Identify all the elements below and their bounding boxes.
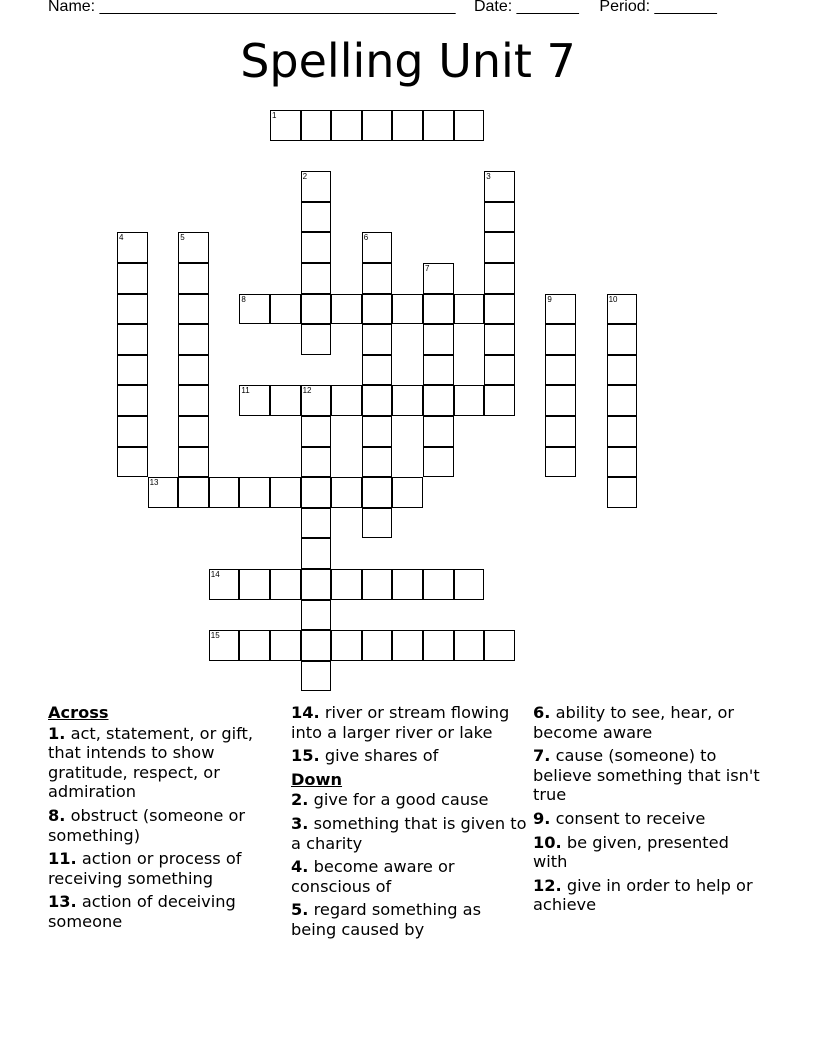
period-field[interactable]: Period: _______ <box>599 0 717 15</box>
grid-cell[interactable] <box>117 385 148 416</box>
grid-cell[interactable] <box>331 630 362 661</box>
clue-number: 1 <box>272 111 277 120</box>
grid-cell[interactable] <box>545 447 576 478</box>
clue-down-3: 3. something that is given to a charity <box>291 813 527 853</box>
clue-number: 12 <box>302 386 312 396</box>
clue-down-5: 5. regard something as being caused by <box>291 900 482 939</box>
clue-number: 10 <box>608 294 618 304</box>
grid-cell[interactable] <box>362 324 393 355</box>
grid-cell[interactable] <box>301 477 332 508</box>
grid-cell[interactable] <box>301 263 332 294</box>
grid-cell[interactable] <box>270 477 301 508</box>
grid-cell[interactable] <box>545 294 576 325</box>
grid-cell[interactable] <box>331 569 362 600</box>
grid-cell[interactable] <box>178 447 209 478</box>
grid-cell[interactable] <box>178 355 209 386</box>
grid-cell[interactable] <box>454 294 485 325</box>
grid-cell[interactable] <box>423 355 454 386</box>
grid-cell[interactable] <box>178 294 209 325</box>
clue-down-9: 9. consent to receive <box>533 808 706 828</box>
clue-across-13: 13. action of deceiving someone <box>48 892 236 931</box>
clue-down-4: 4. become aware or conscious of <box>291 857 455 896</box>
grid-cell[interactable] <box>117 324 148 355</box>
grid-cell[interactable] <box>301 630 332 661</box>
grid-cell[interactable] <box>607 324 638 355</box>
clue-down-7: 7. cause (someone) to believe something that isn't true <box>533 746 760 805</box>
grid-cell[interactable] <box>239 569 270 600</box>
grid-cell[interactable] <box>454 569 485 600</box>
clue-number: 2 <box>302 172 308 182</box>
grid-cell[interactable] <box>454 110 485 141</box>
clue-number: 9 <box>547 294 552 304</box>
grid-cell[interactable] <box>484 385 515 416</box>
clue-down-12: 12. give in order to help or achieve <box>533 875 753 915</box>
grid-cell[interactable] <box>362 110 393 141</box>
grid-cell[interactable] <box>362 263 393 294</box>
grid-cell[interactable] <box>423 110 454 141</box>
grid-cell[interactable] <box>301 324 332 355</box>
grid-cell[interactable] <box>301 447 332 478</box>
grid-cell[interactable] <box>392 569 423 600</box>
clue-down-6: 6. ability to see, hear, or become aware <box>533 703 735 742</box>
grid-cell[interactable] <box>484 355 515 386</box>
grid-cell[interactable] <box>148 477 179 508</box>
grid-cell[interactable] <box>423 569 454 600</box>
grid-cell[interactable] <box>423 263 454 294</box>
grid-cell[interactable] <box>362 416 393 447</box>
grid-cell[interactable] <box>362 447 393 478</box>
grid-cell[interactable] <box>454 630 485 661</box>
clue-across-14: 14. river or stream flowing into a larger river or lake <box>291 703 510 742</box>
grid-cell[interactable] <box>484 630 515 661</box>
grid-cell[interactable] <box>484 202 515 233</box>
clue-number: 3 <box>486 172 491 182</box>
grid-cell[interactable] <box>178 385 209 416</box>
grid-cell[interactable] <box>117 355 148 386</box>
clue-number: 6 <box>363 233 369 243</box>
grid-cell[interactable] <box>331 477 362 508</box>
grid-cell[interactable] <box>239 630 270 661</box>
grid-cell[interactable] <box>117 263 148 294</box>
grid-cell[interactable] <box>301 110 332 141</box>
grid-cell[interactable] <box>209 569 240 600</box>
grid-cell[interactable] <box>362 355 393 386</box>
grid-cell[interactable] <box>117 416 148 447</box>
grid-cell[interactable] <box>545 416 576 447</box>
grid-cell[interactable] <box>362 630 393 661</box>
grid-cell[interactable] <box>331 385 362 416</box>
name-field[interactable]: Name: ________________________________________ <box>48 0 456 15</box>
grid-cell[interactable] <box>178 232 209 263</box>
clue-down-10: 10. be given, presented with <box>533 832 729 872</box>
grid-cell[interactable] <box>423 630 454 661</box>
clue-number: 5 <box>180 233 185 243</box>
grid-cell[interactable] <box>392 477 423 508</box>
clue-number: 13 <box>149 478 159 488</box>
grid-cell[interactable] <box>484 232 515 263</box>
grid-cell[interactable] <box>117 294 148 325</box>
grid-cell[interactable] <box>607 355 638 386</box>
grid-cell[interactable] <box>607 447 638 478</box>
clue-number: 14 <box>210 570 220 579</box>
page-title: Spelling Unit 7 <box>240 34 576 88</box>
grid-cell[interactable] <box>209 477 240 508</box>
grid-cell[interactable] <box>301 416 332 447</box>
down-heading: Down <box>291 769 343 789</box>
grid-cell[interactable] <box>178 416 209 447</box>
grid-cell[interactable] <box>454 385 485 416</box>
clues-column-3 <box>533 703 765 919</box>
clue-across-11: 11. action or process of receiving something <box>48 849 242 888</box>
grid-cell[interactable] <box>423 447 454 478</box>
grid-cell[interactable] <box>270 385 301 416</box>
grid-cell[interactable] <box>545 355 576 386</box>
grid-cell[interactable] <box>301 661 332 692</box>
grid-cell[interactable] <box>545 324 576 355</box>
grid-cell[interactable] <box>301 538 332 569</box>
grid-cell[interactable] <box>362 385 393 416</box>
across-heading: Across <box>48 703 109 722</box>
grid-cell[interactable] <box>117 447 148 478</box>
grid-cell[interactable] <box>607 416 638 447</box>
grid-cell[interactable] <box>423 324 454 355</box>
grid-cell[interactable] <box>301 202 332 233</box>
grid-cell[interactable] <box>607 477 638 508</box>
grid-cell[interactable] <box>331 110 362 141</box>
grid-cell[interactable] <box>392 294 423 325</box>
grid-cell[interactable] <box>423 416 454 447</box>
grid-cell[interactable] <box>607 385 638 416</box>
grid-cell[interactable] <box>178 324 209 355</box>
grid-cell[interactable] <box>392 630 423 661</box>
clue-number: 7 <box>425 264 430 273</box>
clue-across-1: 1. act, statement, or gift, that intends to show gratitude, respect, or admiration <box>48 723 254 802</box>
grid-cell[interactable] <box>423 385 454 416</box>
grid-cell[interactable] <box>607 294 638 325</box>
grid-cell[interactable] <box>301 385 332 416</box>
clue-across-15: 15. give shares of <box>291 746 439 766</box>
clue-number: 8 <box>241 294 246 304</box>
grid-cell[interactable] <box>239 385 270 416</box>
clue-number: 4 <box>119 233 124 243</box>
date-field[interactable]: Date: _______ <box>473 0 579 15</box>
grid-cell[interactable] <box>270 294 301 325</box>
grid-cell[interactable] <box>484 263 515 294</box>
clue-number: 11 <box>241 386 250 396</box>
clue-number: 15 <box>210 631 220 641</box>
grid-cell[interactable] <box>270 110 301 141</box>
worksheet-header <box>48 0 748 16</box>
grid-cell[interactable] <box>392 110 423 141</box>
grid-cell[interactable] <box>545 385 576 416</box>
grid-cell[interactable] <box>362 569 393 600</box>
clues-column-1 <box>48 703 284 936</box>
grid-cell[interactable] <box>301 508 332 539</box>
grid-cell[interactable] <box>239 477 270 508</box>
grid-cell[interactable] <box>484 294 515 325</box>
grid-cell[interactable] <box>484 324 515 355</box>
clue-down-2: 2. give for a good cause <box>291 790 489 810</box>
grid-cell[interactable] <box>301 294 332 325</box>
grid-cell[interactable] <box>392 385 423 416</box>
grid-cell[interactable] <box>270 630 301 661</box>
grid-cell[interactable] <box>362 508 393 539</box>
grid-cell[interactable] <box>362 232 393 263</box>
grid-cell[interactable] <box>362 477 393 508</box>
grid-cell[interactable] <box>117 232 148 263</box>
grid-cell[interactable] <box>423 294 454 325</box>
grid-cell[interactable] <box>301 569 332 600</box>
grid-cell[interactable] <box>239 294 270 325</box>
grid-cell[interactable] <box>484 171 515 202</box>
grid-cell[interactable] <box>270 569 301 600</box>
grid-cell[interactable] <box>331 294 362 325</box>
grid-cell[interactable] <box>178 477 209 508</box>
clue-across-8: 8. obstruct (someone or something) <box>48 805 246 845</box>
grid-cell[interactable] <box>178 263 209 294</box>
grid-cell[interactable] <box>209 630 240 661</box>
grid-cell[interactable] <box>301 171 332 202</box>
grid-cell[interactable] <box>301 232 332 263</box>
grid-cell[interactable] <box>301 600 332 631</box>
clues-column-2 <box>291 703 531 944</box>
grid-cell[interactable] <box>362 294 393 325</box>
